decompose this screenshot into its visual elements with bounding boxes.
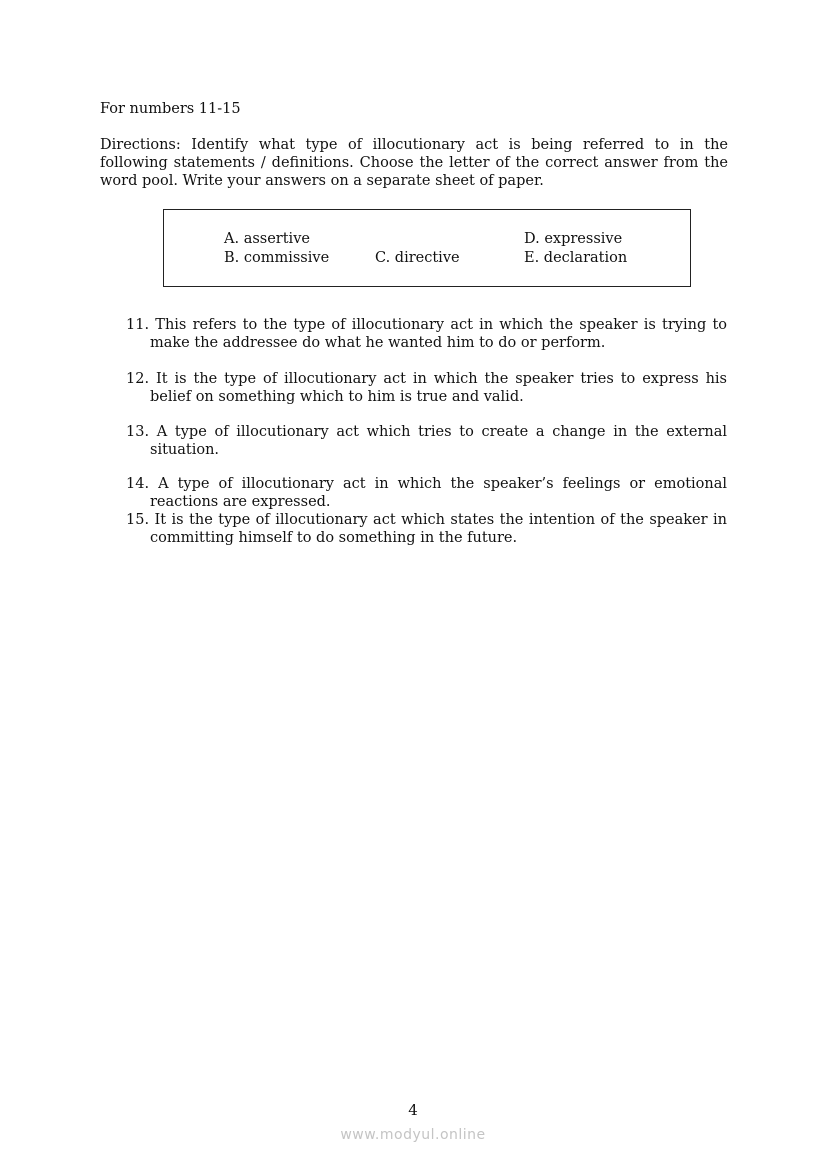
question-item bbox=[126, 423, 727, 459]
question-text: It is the type of illocutionary act in which the speaker tries to express his belief on something which to him is true and valid. bbox=[150, 371, 728, 405]
word-pool-option-b: B. commissive bbox=[224, 250, 330, 266]
question-text: A type of illocutionary act in which the speaker’s feelings or emotional reactions are expressed. bbox=[150, 476, 728, 510]
word-pool-box bbox=[163, 209, 691, 287]
word-pool-option-a: A. assertive bbox=[224, 231, 310, 247]
question-text: This refers to the type of illocutionary act in which the speaker is trying to make the addressee do what he wanted him to do or perform. bbox=[150, 317, 728, 351]
question-item bbox=[126, 370, 727, 406]
directions-text: Directions: Identify what type of illocutionary act is being referred to in the following statements / definitions. Choose the letter of the correct answer from the word pool. Write your answers on a separate sheet of paper. bbox=[100, 137, 728, 189]
page-number: 4 bbox=[408, 1101, 418, 1119]
question-number: 14. bbox=[126, 476, 150, 492]
question-number: 13. bbox=[126, 424, 150, 440]
section-title: For numbers 11-15 bbox=[100, 101, 241, 117]
word-pool-option-d: D. expressive bbox=[524, 231, 623, 247]
watermark-text: www.modyul.online bbox=[340, 1127, 486, 1143]
question-item bbox=[126, 511, 727, 547]
question-number: 15. bbox=[126, 512, 150, 528]
word-pool-option-e: E. declaration bbox=[524, 250, 628, 266]
question-number: 11. bbox=[126, 317, 150, 333]
question-item bbox=[126, 475, 727, 511]
question-text: It is the type of illocutionary act which states the intention of the speaker in committing himself to do something in the future. bbox=[150, 512, 728, 546]
question-item bbox=[126, 316, 727, 352]
question-number: 12. bbox=[126, 371, 150, 387]
question-text: A type of illocutionary act which tries to create a change in the external situation. bbox=[150, 424, 727, 458]
word-pool-option-c: C. directive bbox=[375, 250, 460, 266]
